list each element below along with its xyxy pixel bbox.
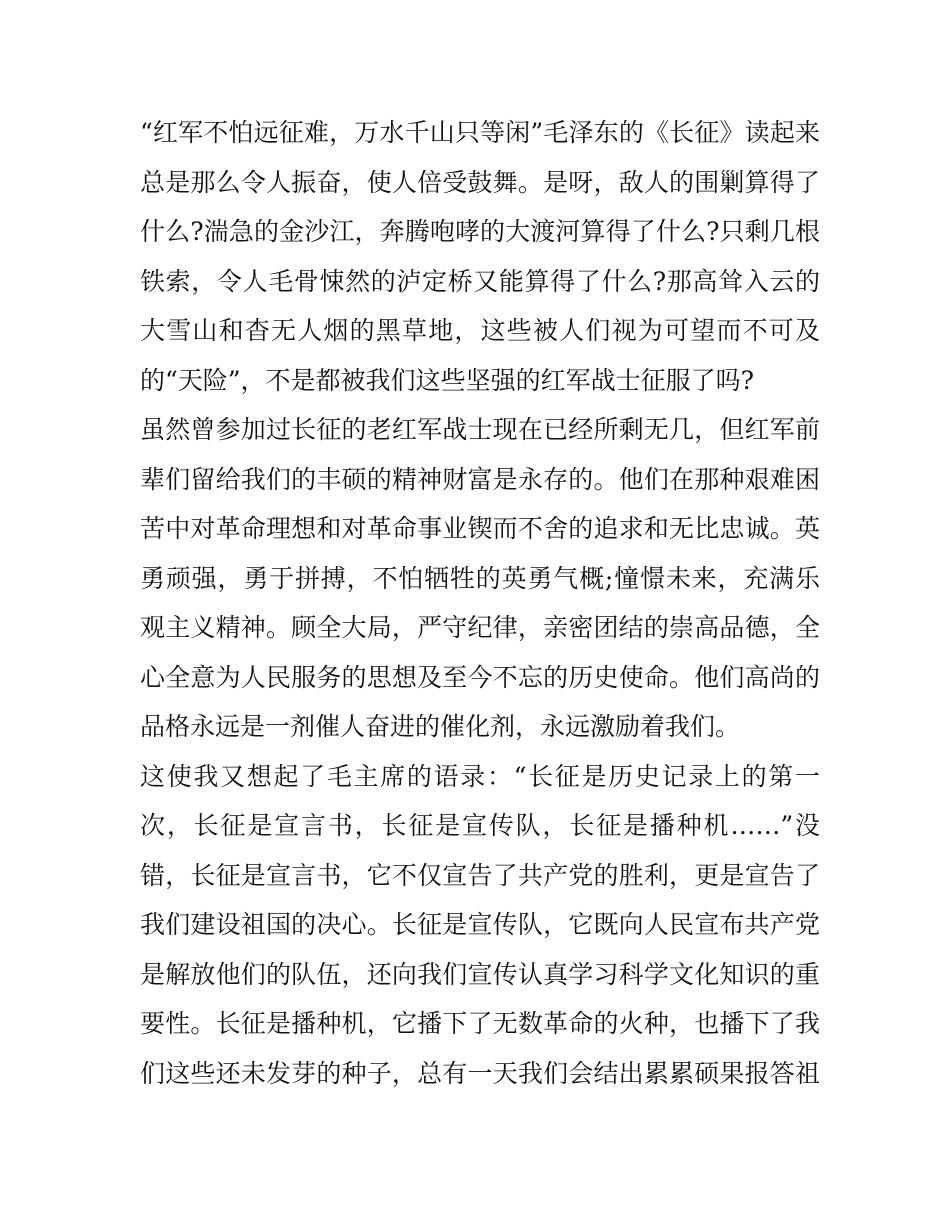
text-line: 心全意为人民服务的思想及至今不忘的历史使命。他们高尚的	[140, 662, 820, 692]
text-line: “红军不怕远征难，万水千山只等闲”毛泽东的《长征》读起来	[140, 118, 820, 147]
text-line: 品格永远是一剂催人奋进的催化剂，永远激励着我们。	[140, 712, 741, 741]
text-line: 这使我又想起了毛主席的语录：“长征是历史记录上的第一	[140, 761, 820, 791]
text-line: 要性。长征是播种机，它播下了无数革命的火种，也播下了我	[140, 1009, 820, 1038]
text-line: 是解放他们的队伍，还向我们宣传认真学习科学文化知识的重	[140, 959, 820, 989]
text-line: 次，长征是宣言书，长征是宣传队，长征是播种机……”没	[140, 811, 820, 840]
text-line: 虽然曾参加过长征的老红军战士现在已经所剩无几，但红军前	[140, 415, 820, 444]
text-line: 观主义精神。顾全大局，严守纪律，亲密团结的崇高品德，全	[140, 613, 820, 642]
text-line: 们这些还未发芽的种子，总有一天我们会结出累累硕果报答祖	[140, 1058, 820, 1088]
text-line: 大雪山和杳无人烟的黑草地，这些被人们视为可望而不可及	[140, 316, 820, 345]
text-line: 错，长征是宣言书，它不仅宣告了共产党的胜利，更是宣告了	[140, 860, 820, 890]
text-line: 我们建设祖国的决心。长征是宣传队，它既向人民宣布共产党	[140, 910, 820, 939]
text-line: 勇顽强，勇于拼搏，不怕牺牲的英勇气概;憧憬未来，充满乐	[140, 563, 820, 593]
text-line: 辈们留给我们的丰硕的精神财富是永存的。他们在那种艰难困	[140, 464, 820, 494]
text-line: 的“天险”，不是都被我们这些坚强的红军战士征服了吗?	[140, 365, 754, 395]
body-text	[140, 108, 820, 1098]
text-line: 什么?湍急的金沙江，奔腾咆哮的大渡河算得了什么?只剩几根	[140, 217, 820, 246]
text-line: 苦中对革命理想和对革命事业锲而不舍的追求和无比忠诚。英	[140, 514, 820, 543]
text-line: 铁索，令人毛骨悚然的泸定桥又能算得了什么?那高耸入云的	[140, 266, 820, 296]
text-line: 总是那么令人振奋，使人倍受鼓舞。是呀，敌人的围剿算得了	[140, 167, 820, 197]
